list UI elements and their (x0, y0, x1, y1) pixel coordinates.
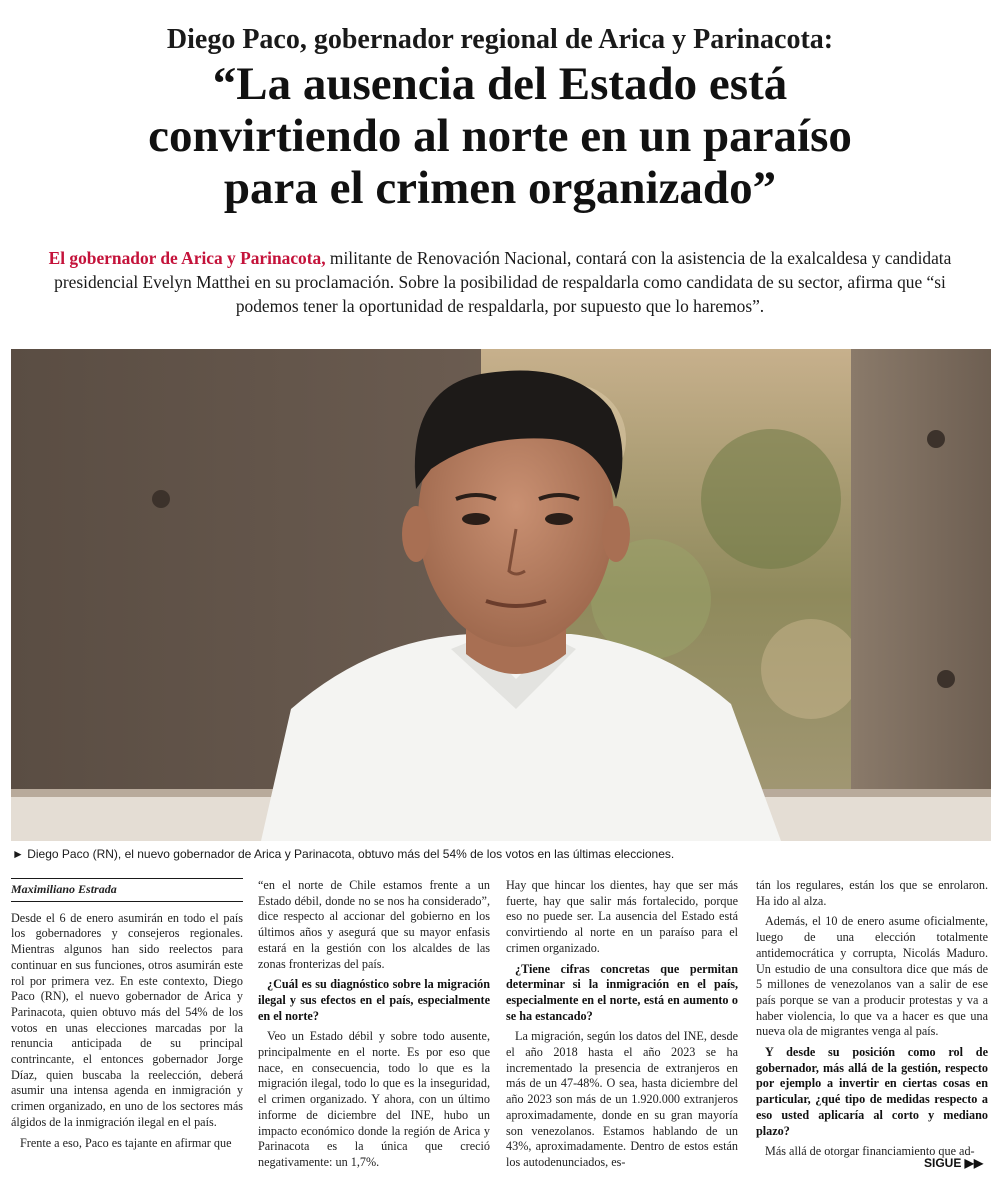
photo-caption: ► Diego Paco (RN), el nuevo gobernador de Arica y Parinacota, obtuvo más del 54% de los votos en las últimas elecciones. (12, 847, 675, 861)
portrait-photo (11, 349, 991, 841)
article-column-3 (506, 878, 738, 1176)
paragraph: Veo un Estado débil y sobre todo ausente, principalmente en el norte. Es por eso que nace, en consecuencia, todo lo que es la migración ilegal, todo lo que es la inseguridad, el crimen organizado. Y ahora, con un último informe de diciembre del INE, hubo un impacto económico donde la región de Arica y Parinacota es la única que creció negativamente: un 1,7%. (258, 1029, 490, 1169)
interview-question: ¿Cuál es su diagnóstico sobre la migración ilegal y sus efectos en el país, especialmente en el norte? (258, 977, 490, 1023)
author-byline: Maximiliano Estrada (11, 878, 243, 902)
paragraph: Además, el 10 de enero asume oficialmente, luego de una elección totalmente antidemocrática y corrupta, Nicolás Maduro. Un estudio de una consultora dice que más de 5 millones de venezolanos van a salir de ese país porque se van a producir protestas y va a haber violencia, lo que va a hacer es que una nueva ola de migrantes venga al país. (756, 914, 988, 1039)
headline-line: “La ausencia del Estado está (212, 58, 788, 110)
paragraph: La migración, según los datos del INE, desde el año 2018 hasta el año 2023 se ha incrementado la presencia de extranjeros en más de un 47-48%. O sea, hasta diciembre del año 2023 son más de un 1.920.000 extranjeros aproximadamente, donde en su gran mayoría son venezolanos. Estamos hablando de un 43%, aproximadamente. Dentro de estos están los autodenunciados, es- (506, 1029, 738, 1169)
paragraph: “en el norte de Chile estamos frente a un Estado débil, donde no se nos ha considerado”, dice respecto al accionar del gobierno en los últimos años y asegurá que su mayor enfasis estará en la gestión con los alcaldes de las zonas fronterizas del país. (258, 878, 490, 971)
paragraph: Más allá de otorgar financiamiento que ad- (765, 1144, 975, 1159)
paragraph: Frente a eso, Paco es tajante en afirmar que (20, 1135, 232, 1150)
kicker: Diego Paco, gobernador regional de Arica y Parinacota: (166, 24, 834, 55)
lead-text: militante de Renovación Nacional, contará con la asistencia de la exalcaldesa y candidata presidencial Evelyn Matthei en su proclamación. Sobre la posibilidad de respaldarla como candidata de su sector, afirma que “si podemos tener la oportunidad de respaldarla, por supuesto que lo haremos”. (54, 248, 952, 316)
headline-line: para el crimen organizado” (223, 162, 777, 214)
interview-question: Y desde su posición como rol de gobernador, más allá de la gestión, respecto por ejemplo a invertir en ciertas cosas en particular, ¿qué tipo de medidas respecto a eso usted aplicaría al corto y mediano plazo? (756, 1045, 988, 1138)
lead-highlight: El gobernador de Arica y Parinacota, (48, 248, 326, 268)
headline (40, 58, 960, 214)
article-column-4 (756, 878, 988, 1165)
portrait-illustration (11, 349, 991, 841)
headline-line: convirtiendo al norte en un paraíso (148, 110, 852, 162)
paragraph: Hay que hincar los dientes, hay que ser más fuerte, hay que salir más fortalecido, porque eso no puede ser. La ausencia del Estado está convirtiendo al norte en un paraíso para el crimen organizado. (506, 878, 738, 955)
paragraph: tán los regulares, están los que se enrolaron. Ha ido al alza. (756, 878, 988, 908)
lead-paragraph (44, 246, 956, 318)
article-column-1 (11, 878, 243, 1156)
article-column-2 (258, 878, 490, 1176)
continue-marker: SIGUE ▶▶ (924, 1156, 984, 1170)
paragraph: Desde el 6 de enero asumirán en todo el país los gobernadores y consejeros regionales. Mientras algunos han sido reelectos para continuar en sus funciones, otros asumirán este rol por primera vez. En este contexto, Diego Paco (RN), el nuevo gobernador de Arica y Parinacota, quien obtuvo más del 54% de los votos en unas elecciones marcadas por la renuncia anticipada de su principal contrincante, el entonces gobernador Jorge Díaz, quien buscaba la reelección, deberá asumir una intensa agenda en inmigración y crimen organizado, en uno de los sectores más álgidos de la inmigración ilegal en el país. (11, 910, 243, 1129)
interview-question: ¿Tiene cifras concretas que permitan determinar si la inmigración en el país, especialmente en el norte, está en aumento o se ha estancado? (506, 961, 738, 1023)
